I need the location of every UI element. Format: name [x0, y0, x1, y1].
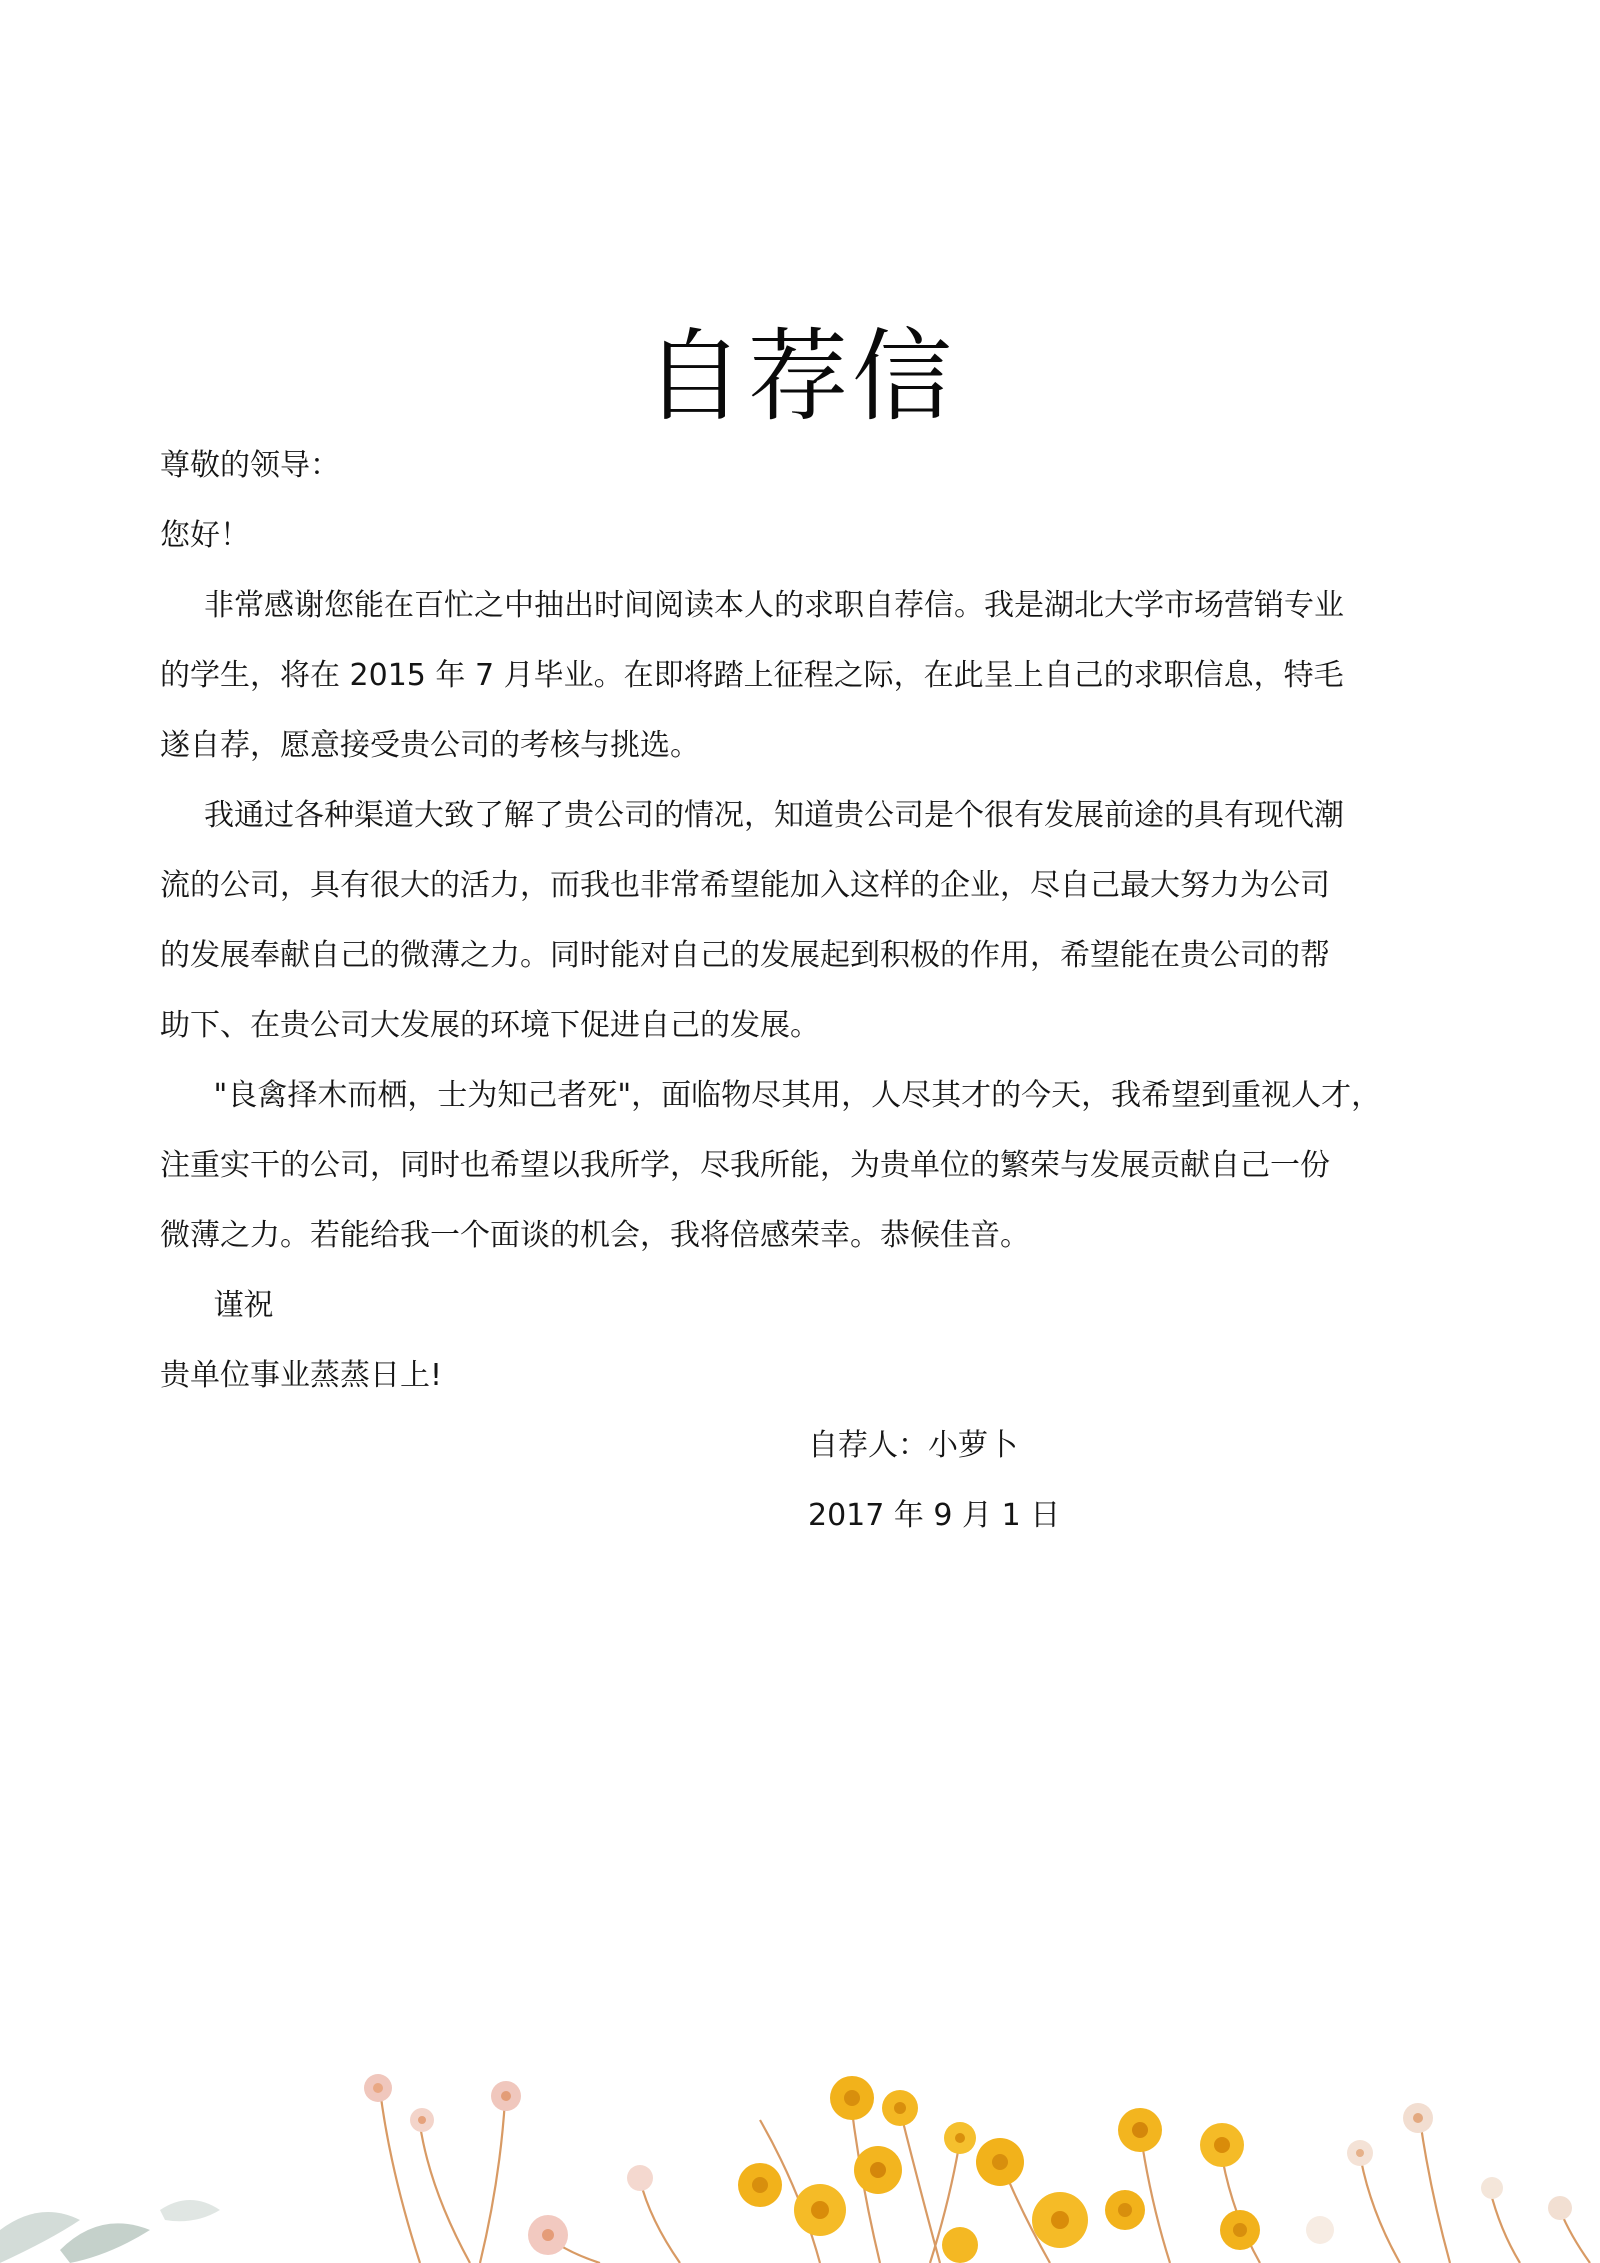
paragraph-line: 助下、在贵公司大发展的环境下促进自己的发展。 — [160, 1008, 820, 1043]
greeting: 您好！ — [160, 518, 250, 553]
closing-wish: 贵单位事业蒸蒸日上! — [160, 1358, 443, 1393]
letter-date: 2017 年 9 月 1 日 — [808, 1498, 1061, 1533]
signature: 自荐人：小萝卜 — [808, 1428, 1018, 1463]
paragraph-line: 非常感谢您能在百忙之中抽出时间阅读本人的求职自荐信。我是湖北大学市场营销专业 — [204, 588, 1344, 623]
paragraph-line: 微薄之力。若能给我一个面谈的机会，我将倍感荣幸。恭候佳音。 — [160, 1218, 1030, 1253]
paragraph-line: 流的公司，具有很大的活力，而我也非常希望能加入这样的企业，尽自己最大努力为公司 — [160, 868, 1330, 903]
yellow-flowers — [738, 2076, 1260, 2263]
paragraph-line: 注重实干的公司，同时也希望以我所学，尽我所能，为贵单位的繁荣与发展贡献自己一份 — [160, 1148, 1330, 1183]
paragraph-line: 遂自荐，愿意接受贵公司的考核与挑选。 — [160, 728, 700, 763]
paragraph-line: 我通过各种渠道大致了解了贵公司的情况，知道贵公司是个很有发展前途的具有现代潮 — [204, 798, 1344, 833]
salutation: 尊敬的领导： — [160, 448, 340, 483]
pink-flowers — [364, 2074, 1572, 2255]
paragraph-line: 的发展奉献自己的微薄之力。同时能对自己的发展起到积极的作用，希望能在贵公司的帮 — [160, 938, 1330, 973]
flower-border-decoration — [0, 2060, 1600, 2263]
paragraph-line: "良禽择木而栖，士为知己者死"，面临物尽其用，人尽其才的今天，我希望到重视人才， — [204, 1078, 1382, 1113]
closing: 谨祝 — [204, 1288, 274, 1323]
paragraph-line: 的学生，将在 2015 年 7 月毕业。在即将踏上征程之际，在此呈上自己的求职信息，特毛 — [160, 658, 1344, 693]
leaf-cluster-left — [0, 2200, 220, 2263]
page-title: 自荐信 — [644, 318, 956, 435]
